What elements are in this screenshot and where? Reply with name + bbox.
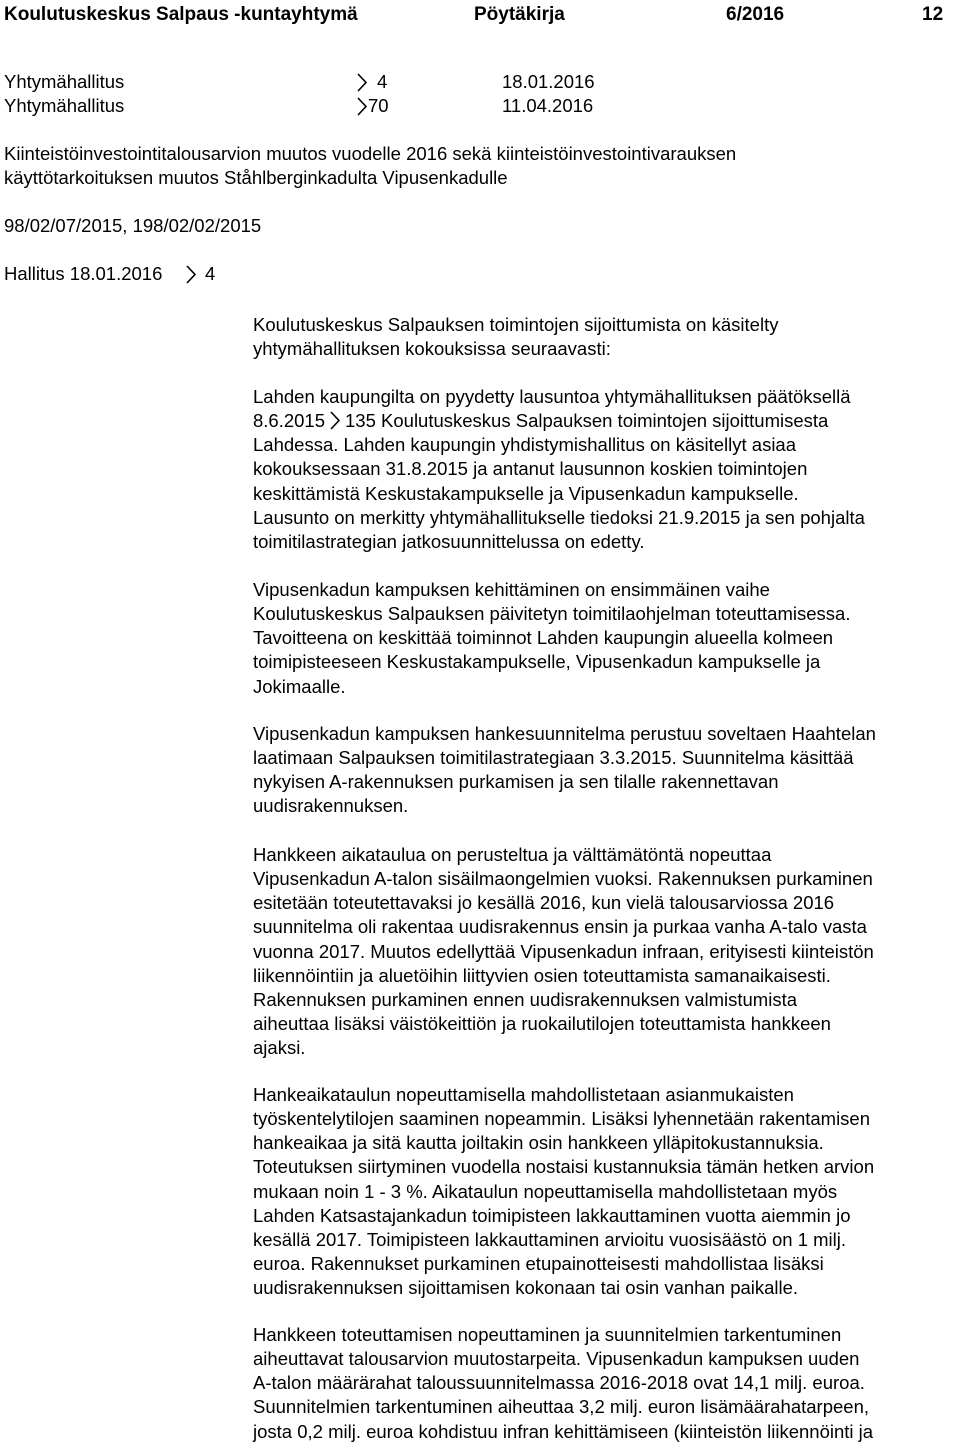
paragraph-line: Suunnitelmien tarkentuminen aiheuttaa 3,2 milj. euron lisämäärahatarpeen,: [253, 1396, 870, 1418]
section-mark-icon: [355, 97, 369, 116]
paragraph-line-with-ref: [253, 409, 958, 433]
paragraph-line: aiheuttavat talousarvion muutostarpeita. Vipusenkadun kampuksen uuden: [253, 1348, 860, 1370]
history-body-1: Yhtymähallitus: [4, 71, 125, 92]
paragraph-line: uudisrakennuksen.: [253, 795, 409, 817]
history-date-1: 18.01.2016: [502, 71, 595, 92]
paragraph-line: liikennöintiin ja aluetöihin liittyvien osien toteuttamista samanaikaisesti.: [253, 964, 831, 986]
paragraph-line: nykyisen A-rakennuksen purkamisen ja sen tilalle rakennettavan: [253, 771, 779, 793]
paragraph-line: vuonna 2017. Muutos edellyttää Vipusenkadun infraan, erityisesti kiinteistön: [253, 940, 874, 962]
paragraph-6: [253, 1083, 958, 1300]
history-body-2: Yhtymähallitus: [4, 95, 125, 116]
paragraph-line: euroa. Rakennukset purkaminen etupainotteisesti mahdollistaa lisäksi: [253, 1252, 824, 1274]
paragraph-line: Vipusenkadun A-talon sisäilmaongelmien vuoksi. Rakennuksen purkaminen: [253, 868, 873, 890]
paragraph-line: Hankeaikataulun nopeuttamisella mahdollistetaan asianmukaisten: [253, 1084, 794, 1105]
paragraph-line: Koulutuskeskus Salpauksen päivitetyn toimitilaohjelman toteuttamisessa.: [253, 603, 851, 625]
paragraph-1: [253, 313, 958, 361]
paragraph-line: ajaksi.: [253, 1037, 306, 1059]
paragraph-line: toimipisteeseen Keskustakampukselle, Vipusenkadun kampukselle ja: [253, 651, 821, 673]
organization-name: Koulutuskeskus Salpaus -kuntayhtymä: [4, 4, 358, 25]
paragraph-line: Koulutuskeskus Salpauksen toimintojen sijoittumista on käsitelty: [253, 314, 779, 335]
paragraph-line: Tavoitteena on keskittää toiminnot Lahden kaupungin alueella kolmeen: [253, 627, 834, 649]
file-reference: 98/02/07/2015, 198/02/02/2015: [4, 215, 262, 236]
paragraph-line: kesällä 2017. Toimipisteen lakkauttaminen arvioitu vuosisäästö on 1 milj.: [253, 1228, 847, 1250]
history-date-2: 11.04.2016: [502, 95, 594, 116]
paragraph-line: A-talon määrärahat taloussuunnitelmassa 2016-2018 ovat 14,1 milj. euroa.: [253, 1372, 865, 1394]
paragraph-line: Hankkeen aikataulua on perusteltua ja välttämätöntä nopeuttaa: [253, 844, 772, 865]
paragraph-7: [253, 1323, 958, 1444]
paragraph-line: Rakennuksen purkaminen ennen uudisrakennuksen valmistumista: [253, 988, 798, 1010]
history-number-1: 4: [377, 71, 388, 92]
paragraph-line: työskentelytilojen saaminen nopeammin. Lisäksi lyhennetään rakentamisen: [253, 1108, 871, 1130]
paragraph-3: [253, 578, 958, 699]
paragraph-line: keskittämistä Keskustakampukselle ja Vipusenkadun kampukselle.: [253, 482, 799, 504]
paragraph-line: Hankkeen toteuttamisen nopeuttaminen ja suunnitelmien tarkentuminen: [253, 1324, 842, 1345]
document-type: Pöytäkirja: [474, 4, 565, 25]
paragraph-5: [253, 843, 958, 1060]
paragraph-line: esitetään toteutettavaksi jo kesällä 2016, kun vielä talousarviossa 2016: [253, 892, 835, 914]
history-number-2: 70: [368, 95, 389, 116]
title-line-2: käyttötarkoituksen muutos Ståhlberginkadulta Vipusenkadulle: [4, 167, 508, 188]
paragraph-line: mukaan noin 1 - 3 %. Aikataulun nopeuttamisella mahdollistetaan myös: [253, 1180, 838, 1202]
paragraph-line: kokouksessaan 31.8.2015 ja antanut lausunnon koskien toimintojen: [253, 458, 808, 480]
section-mark-icon: [355, 73, 369, 92]
title-line-1: Kiinteistöinvestointitalousarvion muutos vuodelle 2016 sekä kiinteistöinvestointivarauksen: [4, 143, 737, 164]
paragraph-line: josta 0,2 milj. euroa kohdistuu infran kehittämiseen (kiinteistön liikennöinti ja: [253, 1420, 874, 1442]
page-number: 12: [922, 4, 944, 25]
meeting-number: 4: [205, 263, 216, 284]
paragraph-line: Lahden Katsastajankadun toimipisteen lakkauttaminen vuotta aiemmin jo: [253, 1204, 851, 1226]
paragraph-line: Vipusenkadun kampuksen hankesuunnitelma perustuu soveltaen Haahtelan: [253, 723, 876, 744]
paragraph-line: yhtymähallituksen kokouksissa seuraavasti:: [253, 338, 611, 360]
meeting-label: Hallitus 18.01.2016: [4, 263, 163, 284]
inline-ref-suffix: 135 Koulutuskeskus Salpauksen toimintojen sijoittumisesta: [345, 410, 829, 432]
section-mark-icon: [184, 265, 198, 284]
inline-ref-prefix: 8.6.2015: [253, 410, 326, 432]
section-mark-icon: [328, 411, 342, 430]
paragraph-line: aiheuttaa lisäksi väistökeittiön ja ruokailutilojen toteuttamista hankkeen: [253, 1012, 831, 1034]
paragraph-line: toimitilastrategian jatkosuunnittelussa on edetty.: [253, 530, 645, 552]
paragraph-line: Lahdessa. Lahden kaupungin yhdistymishallitus on käsitellyt asiaa: [253, 434, 797, 456]
paragraph-line: Lausunto on merkitty yhtymähallitukselle tiedoksi 21.9.2015 ja sen pohjalta: [253, 506, 865, 528]
paragraph-line: uudisrakennuksen sijoittamisen kokonaan tai osin vanhan paikalle.: [253, 1277, 799, 1299]
paragraph-line: Vipusenkadun kampuksen kehittäminen on ensimmäinen vaihe: [253, 579, 770, 600]
paragraph-line: Lahden kaupungilta on pyydetty lausuntoa yhtymähallituksen päätöksellä: [253, 386, 851, 407]
paragraph-line: Jokimaalle.: [253, 675, 346, 697]
paragraph-4: [253, 722, 958, 819]
paragraph-line: suunnitelma oli rakentaa uudisrakennus ensin ja purkaa vanha A-talo vasta: [253, 916, 867, 938]
paragraph-2: [253, 385, 958, 554]
paragraph-line: laatimaan Salpauksen toimitilastrategiaan 3.3.2015. Suunnitelma käsittää: [253, 747, 854, 769]
paragraph-line: Toteutuksen siirtyminen vuodella nostaisi kustannuksia tämän hetken arvion: [253, 1156, 875, 1178]
paragraph-line: hankeaikaa ja sitä kautta joiltakin osin hankkeen ylläpitokustannuksia.: [253, 1132, 824, 1154]
issue-number: 6/2016: [726, 4, 785, 25]
